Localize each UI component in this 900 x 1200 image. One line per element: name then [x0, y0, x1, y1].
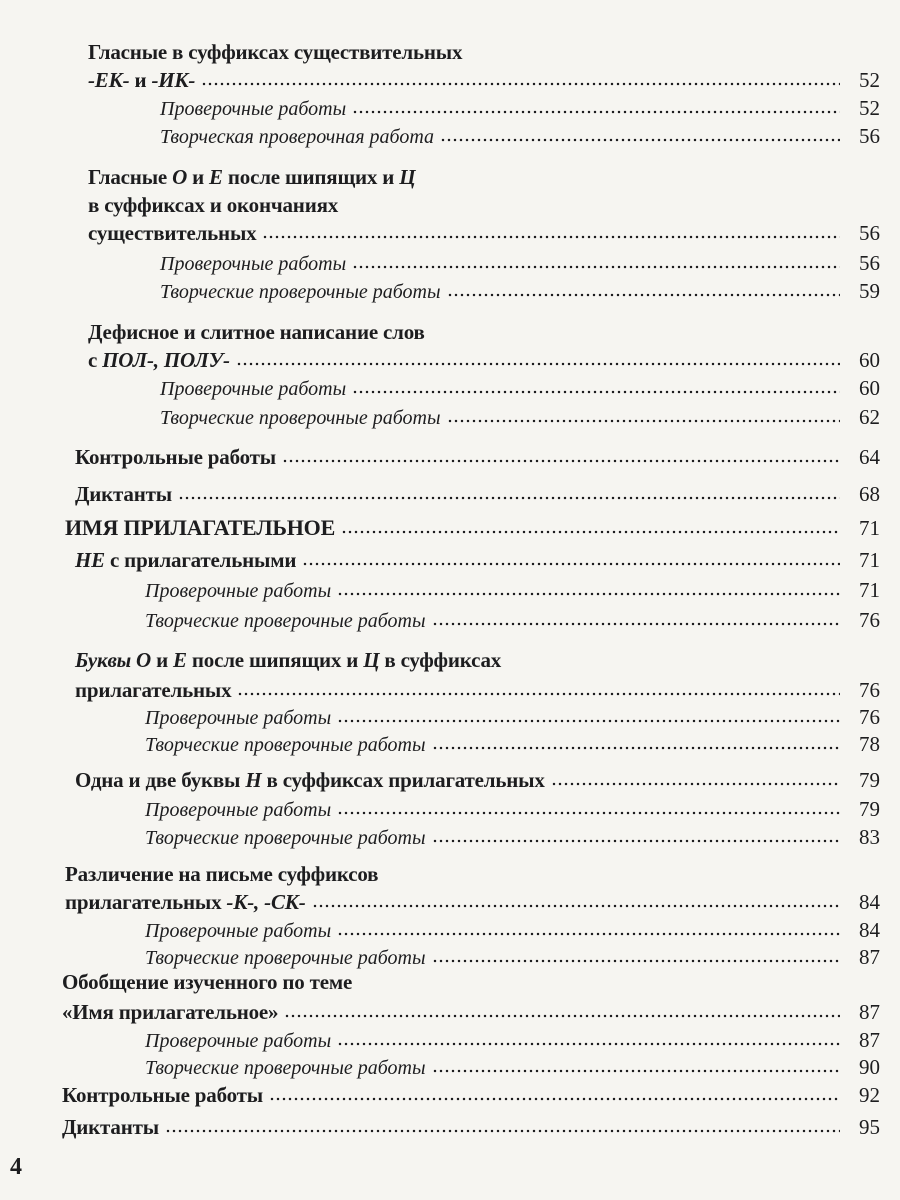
dot-leader — [551, 781, 840, 787]
title-segment: Проверочные работы — [160, 253, 347, 275]
entry-title — [160, 98, 346, 121]
entry-title — [145, 610, 426, 633]
title-segment: Проверочные работы — [160, 98, 347, 120]
title-segment: Проверочные работы — [145, 707, 332, 729]
dot-leader — [352, 109, 840, 115]
entry-title — [145, 734, 426, 757]
dot-leader — [352, 264, 840, 270]
title-segment: Творческие проверочные работы — [145, 827, 426, 849]
toc-entry — [0, 768, 880, 796]
title-segment: -ЕК- — [88, 68, 130, 92]
entry-page-number: 76 — [859, 608, 880, 632]
dot-leader — [262, 234, 840, 240]
title-segment: Одна и две буквы — [75, 768, 246, 792]
title-segment: Буквы О — [75, 648, 152, 672]
entry-title — [145, 920, 331, 943]
toc-entry — [0, 1028, 880, 1056]
title-segment: Творческие проверочные работы — [145, 1057, 426, 1079]
dot-leader — [337, 810, 840, 816]
entry-page-number: 71 — [859, 578, 880, 602]
entry-title — [145, 799, 331, 822]
dot-leader — [432, 1068, 840, 1074]
toc-entry-title-line — [0, 648, 880, 676]
title-segment: Контрольные работы — [75, 445, 276, 469]
title-segment: Творческие проверочные работы — [160, 281, 441, 303]
title-segment: и — [151, 648, 174, 672]
toc-entry — [0, 1000, 880, 1028]
dot-leader — [337, 718, 840, 724]
title-segment: НЕ — [75, 548, 105, 572]
entry-title — [88, 221, 256, 246]
dot-leader — [337, 591, 840, 597]
dot-leader — [302, 561, 840, 567]
entry-title — [160, 253, 346, 276]
toc-entry — [0, 705, 880, 733]
entry-page-number: 59 — [859, 279, 880, 303]
entry-page-number: 84 — [859, 918, 880, 942]
title-segment: с — [88, 348, 103, 372]
toc-entry — [0, 890, 880, 918]
entry-title — [160, 126, 434, 149]
dot-leader — [237, 691, 840, 697]
dot-leader — [352, 389, 840, 395]
entry-title — [75, 678, 231, 703]
title-segment: Ц — [363, 648, 380, 672]
entry-page-number: 71 — [859, 548, 880, 572]
entry-title — [62, 1000, 278, 1025]
toc-entry-title-line — [0, 165, 880, 193]
toc-entry — [0, 1055, 880, 1083]
toc-entry — [0, 515, 880, 543]
entry-page-number: 52 — [859, 68, 880, 92]
toc-entry — [0, 918, 880, 946]
toc-entry-title-line — [0, 40, 880, 68]
entry-title — [75, 482, 172, 507]
dot-leader — [432, 745, 840, 751]
title-segment: существительных — [88, 221, 257, 245]
entry-title — [65, 890, 306, 915]
title-segment: прилагательных — [75, 678, 232, 702]
toc-entry-title-line — [0, 320, 880, 348]
entry-page-number: 60 — [859, 348, 880, 372]
entry-page-number: 76 — [859, 705, 880, 729]
dot-leader — [432, 838, 840, 844]
title-segment: в суффиксах прилагательных — [261, 768, 545, 792]
dot-leader — [282, 458, 840, 464]
title-segment: Е — [173, 648, 187, 672]
title-segment: Проверочные работы — [145, 799, 332, 821]
title-segment: Гласные — [88, 165, 173, 189]
toc-entry — [0, 445, 880, 473]
dot-leader — [337, 1041, 840, 1047]
toc-entry — [0, 221, 880, 249]
entry-title — [75, 768, 545, 793]
dot-leader — [312, 903, 840, 909]
entry-page-number: 56 — [859, 124, 880, 148]
title-segment: Творческие проверочные работы — [145, 734, 426, 756]
title-segment: О — [172, 165, 188, 189]
toc-entry — [0, 482, 880, 510]
title-segment: Творческие проверочные работы — [160, 407, 441, 429]
title-segment: Различение на письме суффиксов — [65, 862, 379, 886]
entry-page-number: 83 — [859, 825, 880, 849]
entry-page-number: 64 — [859, 445, 880, 469]
title-segment: ПОЛ-, ПОЛУ- — [102, 348, 230, 372]
toc-entry — [0, 68, 880, 96]
dot-leader — [341, 529, 840, 535]
title-segment: после шипящих и — [186, 648, 364, 672]
title-segment: с прилагательными — [104, 548, 297, 572]
title-segment: в суффиксах — [379, 648, 502, 672]
entry-title — [88, 40, 462, 65]
title-segment: прилагательных — [65, 890, 227, 914]
dot-leader — [440, 137, 840, 143]
entry-title — [88, 348, 230, 373]
toc-entry — [0, 124, 880, 152]
entry-title — [75, 445, 276, 470]
entry-title — [88, 193, 338, 218]
entry-page-number: 87 — [859, 945, 880, 969]
toc-entry — [0, 96, 880, 124]
entry-page-number: 90 — [859, 1055, 880, 1079]
title-segment: Проверочные работы — [145, 920, 332, 942]
entry-title — [145, 707, 331, 730]
dot-leader — [447, 418, 840, 424]
title-segment: Е — [209, 165, 223, 189]
entry-page-number: 92 — [859, 1083, 880, 1107]
dot-leader — [236, 361, 840, 367]
title-segment: Диктанты — [75, 482, 172, 506]
title-segment: -К-, -СК- — [226, 890, 306, 914]
toc-entry-title-line — [0, 193, 880, 221]
toc-entry — [0, 376, 880, 404]
entry-page-number: 62 — [859, 405, 880, 429]
entry-title — [65, 862, 378, 887]
title-segment: Проверочные работы — [145, 580, 332, 602]
title-segment: Творческие проверочные работы — [145, 947, 426, 969]
entry-title — [62, 1083, 263, 1108]
toc-entry — [0, 678, 880, 706]
entry-page-number: 52 — [859, 96, 880, 120]
title-segment: Гласные в суффиксах существительных — [88, 40, 463, 64]
toc-entry — [0, 945, 880, 973]
entry-page-number: 79 — [859, 768, 880, 792]
entry-title — [160, 378, 346, 401]
toc-entry — [0, 578, 880, 606]
toc-entry — [0, 548, 880, 576]
entry-page-number: 68 — [859, 482, 880, 506]
title-segment: Творческие проверочные работы — [145, 610, 426, 632]
entry-title — [62, 1115, 159, 1140]
title-segment: Дефисное и слитное написание слов — [88, 320, 425, 344]
title-segment: «Имя прилагательное» — [62, 1000, 279, 1024]
title-segment: Обобщение изученного по теме — [62, 970, 353, 994]
entry-title — [145, 580, 331, 603]
title-segment: Проверочные работы — [160, 378, 347, 400]
entry-title — [75, 548, 296, 573]
dot-leader — [432, 621, 840, 627]
dot-leader — [284, 1013, 840, 1019]
title-segment: Проверочные работы — [145, 1030, 332, 1052]
dot-leader — [178, 495, 840, 501]
toc-entry — [0, 1083, 880, 1111]
dot-leader — [165, 1128, 840, 1134]
entry-page-number: 87 — [859, 1028, 880, 1052]
entry-title — [65, 515, 335, 541]
title-segment: после шипящих и — [222, 165, 400, 189]
entry-page-number: 95 — [859, 1115, 880, 1139]
entry-title — [88, 320, 425, 345]
entry-title — [145, 1030, 331, 1053]
title-segment: в суффиксах и окончаниях — [88, 193, 339, 217]
title-segment: ИМЯ ПРИЛАГАТЕЛЬНОЕ — [65, 515, 336, 540]
page-number: 4 — [10, 1154, 22, 1180]
entry-page-number: 78 — [859, 732, 880, 756]
entry-title — [145, 827, 426, 850]
toc-entry — [0, 279, 880, 307]
entry-page-number: 56 — [859, 221, 880, 245]
title-segment: Творческая проверочная работа — [160, 126, 435, 148]
entry-title — [160, 281, 441, 304]
entry-page-number: 79 — [859, 797, 880, 821]
title-segment: и — [129, 68, 152, 92]
toc-entry — [0, 405, 880, 433]
title-segment: Ц — [399, 165, 416, 189]
entry-page-number: 76 — [859, 678, 880, 702]
title-segment: и — [187, 165, 210, 189]
toc-entry — [0, 348, 880, 376]
entry-page-number: 56 — [859, 251, 880, 275]
title-segment: Н — [245, 768, 262, 792]
dot-leader — [447, 292, 840, 298]
entry-page-number: 71 — [859, 516, 880, 540]
entry-title — [75, 648, 501, 673]
entry-title — [88, 68, 195, 93]
entry-title — [145, 1057, 426, 1080]
toc-entry — [0, 1115, 880, 1143]
toc-entry-title-line — [0, 970, 880, 998]
toc-entry — [0, 732, 880, 760]
title-segment: Контрольные работы — [62, 1083, 263, 1107]
toc-entry — [0, 608, 880, 636]
entry-title — [145, 947, 426, 970]
entry-title — [160, 407, 441, 430]
entry-page-number: 84 — [859, 890, 880, 914]
toc-entry — [0, 797, 880, 825]
entry-page-number: 60 — [859, 376, 880, 400]
entry-title — [88, 165, 415, 190]
dot-leader — [201, 81, 840, 87]
title-segment: -ИК- — [151, 68, 196, 92]
dot-leader — [269, 1096, 840, 1102]
dot-leader — [337, 931, 840, 937]
toc-entry — [0, 251, 880, 279]
entry-page-number: 87 — [859, 1000, 880, 1024]
toc-entry — [0, 825, 880, 853]
entry-title — [62, 970, 352, 995]
title-segment: Диктанты — [62, 1115, 159, 1139]
toc-entry-title-line — [0, 862, 880, 890]
dot-leader — [432, 958, 840, 964]
